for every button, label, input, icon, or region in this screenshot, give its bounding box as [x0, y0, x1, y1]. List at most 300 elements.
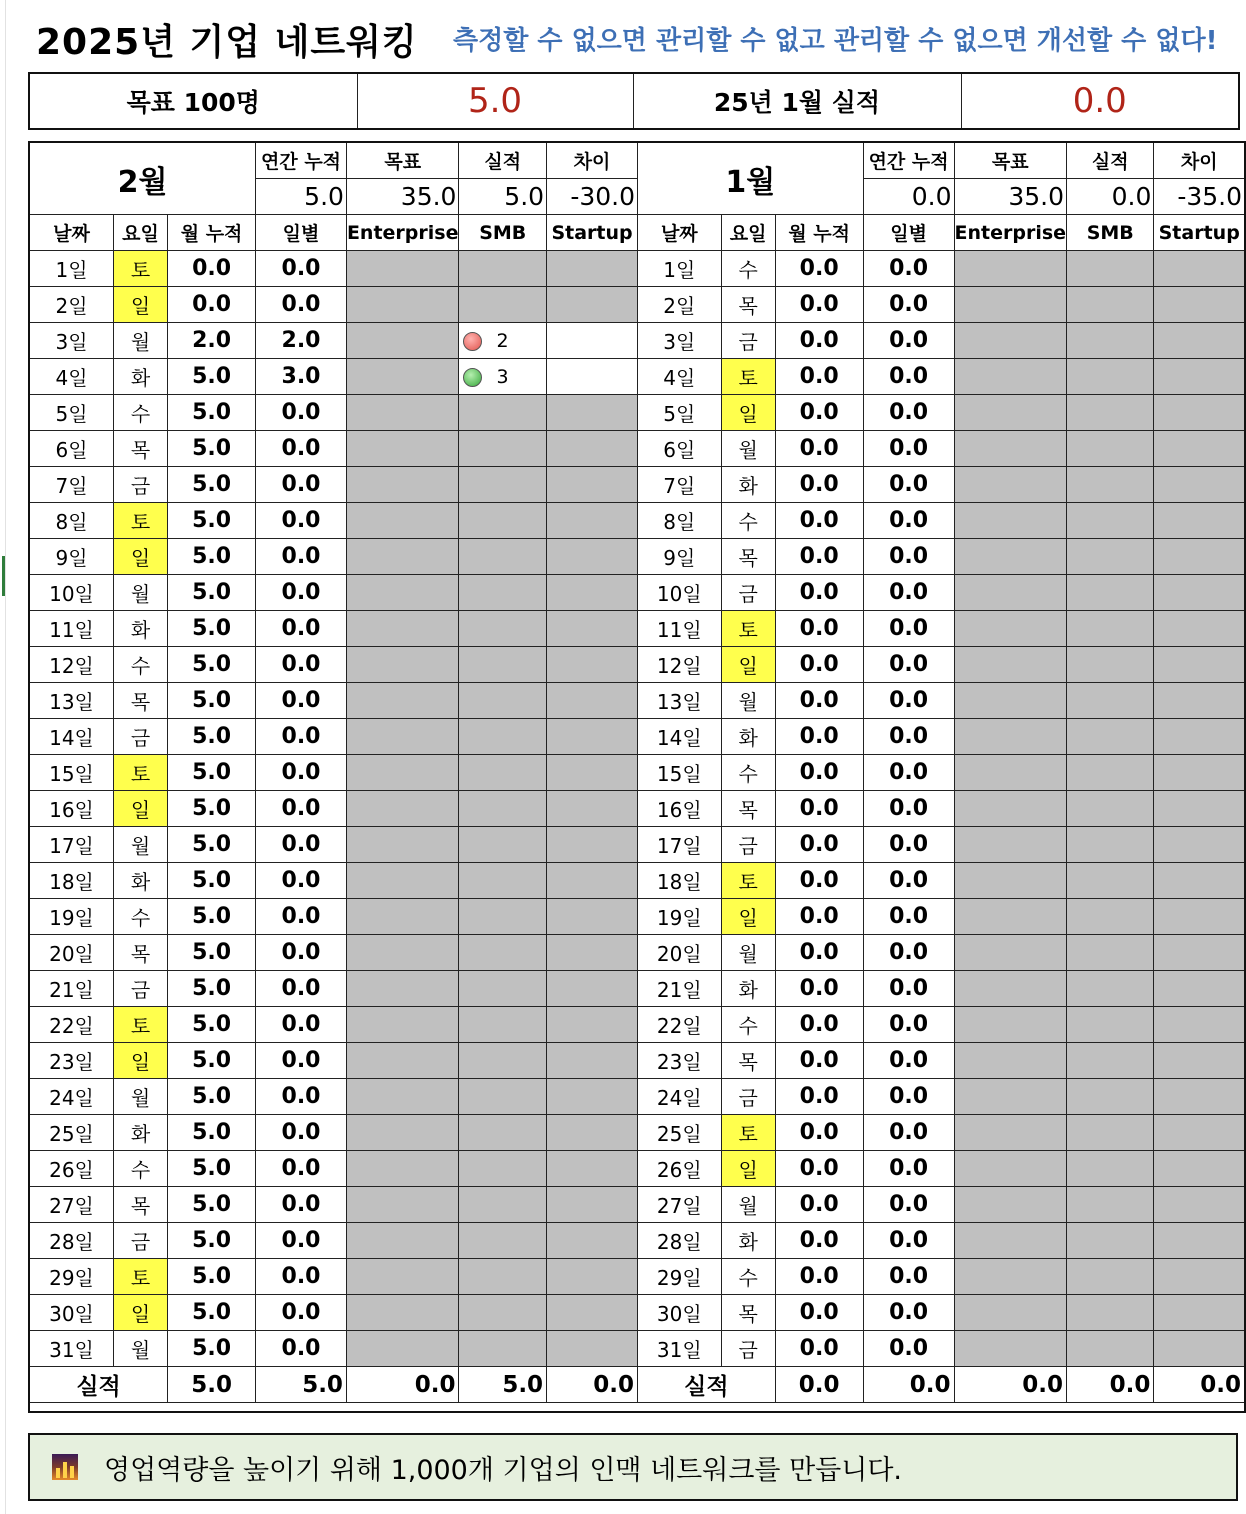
feb-dow-cell[interactable]: 토 — [114, 503, 168, 539]
jan-mcum-cell[interactable]: 0.0 — [775, 1295, 863, 1331]
feb-enterprise-cell[interactable] — [346, 1079, 459, 1115]
month-result-value[interactable]: 0.0 — [961, 73, 1239, 129]
feb-date-cell[interactable]: 15일 — [29, 755, 114, 791]
jan-date-cell[interactable]: 13일 — [638, 683, 722, 719]
jan-date-cell[interactable]: 31일 — [638, 1331, 722, 1367]
jan-date-cell[interactable]: 14일 — [638, 719, 722, 755]
jan-enterprise-cell[interactable] — [954, 287, 1067, 323]
feb-startup-cell[interactable] — [547, 1223, 638, 1259]
feb-enterprise-cell[interactable] — [346, 1187, 459, 1223]
jan-enterprise-cell[interactable] — [954, 1115, 1067, 1151]
feb-mcum-cell[interactable]: 0.0 — [168, 251, 256, 287]
feb-date-cell[interactable]: 8일 — [29, 503, 114, 539]
jan-daily-cell[interactable]: 0.0 — [863, 755, 954, 791]
feb-daily-cell[interactable]: 0.0 — [256, 935, 347, 971]
feb-mcum-cell[interactable]: 5.0 — [168, 647, 256, 683]
jan-enterprise-cell[interactable] — [954, 971, 1067, 1007]
feb-mcum-cell[interactable]: 5.0 — [168, 935, 256, 971]
feb-startup-cell[interactable] — [547, 863, 638, 899]
feb-daily-cell[interactable]: 0.0 — [256, 1115, 347, 1151]
feb-smb-cell[interactable] — [459, 287, 547, 323]
feb-date-cell[interactable]: 29일 — [29, 1259, 114, 1295]
jan-mcum-cell[interactable]: 0.0 — [775, 863, 863, 899]
feb-startup-cell[interactable] — [547, 431, 638, 467]
jan-enterprise-cell[interactable] — [954, 467, 1067, 503]
feb-startup-cell[interactable] — [547, 611, 638, 647]
jan-smb-cell[interactable] — [1067, 971, 1154, 1007]
jan-daily-cell[interactable]: 0.0 — [863, 467, 954, 503]
feb-startup-cell[interactable] — [547, 1259, 638, 1295]
jan-daily-cell[interactable]: 0.0 — [863, 683, 954, 719]
jan-smb-cell[interactable] — [1067, 935, 1154, 971]
jan-startup-cell[interactable] — [1154, 1331, 1245, 1367]
feb-mcum-cell[interactable]: 5.0 — [168, 1331, 256, 1367]
feb-enterprise-cell[interactable] — [346, 1259, 459, 1295]
jan-dow-cell[interactable]: 금 — [721, 323, 775, 359]
feb-daily-cell[interactable]: 2.0 — [256, 323, 347, 359]
feb-dow-cell[interactable]: 화 — [114, 863, 168, 899]
feb-startup-cell[interactable] — [547, 1331, 638, 1367]
jan-enterprise-cell[interactable] — [954, 1007, 1067, 1043]
jan-enterprise-cell[interactable] — [954, 359, 1067, 395]
feb-startup-cell[interactable] — [547, 359, 638, 395]
jan-enterprise-cell[interactable] — [954, 431, 1067, 467]
jan-startup-cell[interactable] — [1154, 251, 1245, 287]
feb-mcum-cell[interactable]: 5.0 — [168, 431, 256, 467]
feb-smb-cell[interactable] — [459, 323, 547, 359]
feb-enterprise-cell[interactable] — [346, 1331, 459, 1367]
jan-date-cell[interactable]: 18일 — [638, 863, 722, 899]
jan-date-cell[interactable]: 9일 — [638, 539, 722, 575]
jan-mcum-cell[interactable]: 0.0 — [775, 647, 863, 683]
jan-smb-cell[interactable] — [1067, 467, 1154, 503]
jan-daily-cell[interactable]: 0.0 — [863, 1295, 954, 1331]
jan-date-cell[interactable]: 24일 — [638, 1079, 722, 1115]
feb-total-cum[interactable]: 5.0 — [168, 1367, 256, 1403]
feb-smb-cell[interactable] — [459, 719, 547, 755]
feb-enterprise-cell[interactable] — [346, 1295, 459, 1331]
feb-startup-cell[interactable] — [547, 719, 638, 755]
jan-dow-cell[interactable]: 금 — [721, 575, 775, 611]
feb-date-cell[interactable]: 10일 — [29, 575, 114, 611]
feb-mcum-cell[interactable]: 5.0 — [168, 539, 256, 575]
jan-startup-cell[interactable] — [1154, 575, 1245, 611]
jan-startup-cell[interactable] — [1154, 683, 1245, 719]
jan-smb-cell[interactable] — [1067, 827, 1154, 863]
jan-smb-cell[interactable] — [1067, 1043, 1154, 1079]
jan-dow-cell[interactable]: 월 — [721, 1187, 775, 1223]
jan-enterprise-cell[interactable] — [954, 1079, 1067, 1115]
feb-dow-cell[interactable]: 월 — [114, 1079, 168, 1115]
jan-total-enterprise[interactable]: 0.0 — [954, 1367, 1067, 1403]
jan-mcum-cell[interactable]: 0.0 — [775, 1223, 863, 1259]
jan-startup-cell[interactable] — [1154, 899, 1245, 935]
jan-mcum-cell[interactable]: 0.0 — [775, 791, 863, 827]
jan-startup-cell[interactable] — [1154, 323, 1245, 359]
jan-daily-cell[interactable]: 0.0 — [863, 539, 954, 575]
feb-enterprise-cell[interactable] — [346, 323, 459, 359]
jan-date-cell[interactable]: 4일 — [638, 359, 722, 395]
jan-daily-cell[interactable]: 0.0 — [863, 251, 954, 287]
feb-enterprise-cell[interactable] — [346, 1043, 459, 1079]
jan-mcum-cell[interactable]: 0.0 — [775, 575, 863, 611]
jan-enterprise-cell[interactable] — [954, 1259, 1067, 1295]
jan-smb-cell[interactable] — [1067, 647, 1154, 683]
feb-enterprise-cell[interactable] — [346, 467, 459, 503]
feb-mcum-cell[interactable]: 5.0 — [168, 1151, 256, 1187]
jan-enterprise-cell[interactable] — [954, 791, 1067, 827]
jan-dow-cell[interactable]: 일 — [721, 395, 775, 431]
jan-startup-cell[interactable] — [1154, 755, 1245, 791]
feb-dow-cell[interactable]: 토 — [114, 755, 168, 791]
jan-enterprise-cell[interactable] — [954, 1151, 1067, 1187]
jan-date-cell[interactable]: 11일 — [638, 611, 722, 647]
jan-dow-cell[interactable]: 목 — [721, 539, 775, 575]
feb-date-cell[interactable]: 20일 — [29, 935, 114, 971]
feb-mcum-cell[interactable]: 5.0 — [168, 395, 256, 431]
jan-enterprise-cell[interactable] — [954, 827, 1067, 863]
feb-smb-cell[interactable] — [459, 503, 547, 539]
feb-startup-cell[interactable] — [547, 251, 638, 287]
jan-startup-cell[interactable] — [1154, 1043, 1245, 1079]
feb-dow-cell[interactable]: 수 — [114, 647, 168, 683]
feb-daily-cell[interactable]: 0.0 — [256, 1007, 347, 1043]
goal-value[interactable]: 5.0 — [357, 73, 633, 129]
feb-date-cell[interactable]: 21일 — [29, 971, 114, 1007]
feb-enterprise-cell[interactable] — [346, 611, 459, 647]
feb-smb-cell[interactable] — [459, 539, 547, 575]
feb-startup-cell[interactable] — [547, 755, 638, 791]
jan-startup-cell[interactable] — [1154, 1259, 1245, 1295]
jan-smb-cell[interactable] — [1067, 323, 1154, 359]
feb-daily-cell[interactable]: 0.0 — [256, 1079, 347, 1115]
feb-daily-cell[interactable]: 0.0 — [256, 1187, 347, 1223]
feb-mcum-cell[interactable]: 5.0 — [168, 1187, 256, 1223]
jan-mcum-cell[interactable]: 0.0 — [775, 503, 863, 539]
jan-date-cell[interactable]: 17일 — [638, 827, 722, 863]
jan-total-startup[interactable]: 0.0 — [1154, 1367, 1245, 1403]
jan-startup-cell[interactable] — [1154, 719, 1245, 755]
feb-enterprise-cell[interactable] — [346, 935, 459, 971]
feb-enterprise-cell[interactable] — [346, 287, 459, 323]
feb-startup-cell[interactable] — [547, 899, 638, 935]
jan-enterprise-cell[interactable] — [954, 251, 1067, 287]
feb-startup-cell[interactable] — [547, 1187, 638, 1223]
feb-total-daily[interactable]: 5.0 — [256, 1367, 347, 1403]
jan-smb-cell[interactable] — [1067, 1115, 1154, 1151]
jan-enterprise-cell[interactable] — [954, 1295, 1067, 1331]
feb-summary-annual[interactable]: 5.0 — [256, 179, 347, 215]
feb-mcum-cell[interactable]: 5.0 — [168, 899, 256, 935]
feb-daily-cell[interactable]: 0.0 — [256, 1259, 347, 1295]
jan-daily-cell[interactable]: 0.0 — [863, 503, 954, 539]
jan-daily-cell[interactable]: 0.0 — [863, 287, 954, 323]
feb-dow-cell[interactable]: 월 — [114, 323, 168, 359]
feb-mcum-cell[interactable]: 5.0 — [168, 1295, 256, 1331]
feb-enterprise-cell[interactable] — [346, 1223, 459, 1259]
feb-startup-cell[interactable] — [547, 935, 638, 971]
jan-startup-cell[interactable] — [1154, 1187, 1245, 1223]
feb-date-cell[interactable]: 30일 — [29, 1295, 114, 1331]
feb-enterprise-cell[interactable] — [346, 395, 459, 431]
jan-mcum-cell[interactable]: 0.0 — [775, 935, 863, 971]
feb-enterprise-cell[interactable] — [346, 683, 459, 719]
jan-dow-cell[interactable]: 수 — [721, 1259, 775, 1295]
feb-enterprise-cell[interactable] — [346, 827, 459, 863]
jan-enterprise-cell[interactable] — [954, 395, 1067, 431]
feb-dow-cell[interactable]: 목 — [114, 431, 168, 467]
jan-date-cell[interactable]: 30일 — [638, 1295, 722, 1331]
jan-dow-cell[interactable]: 수 — [721, 755, 775, 791]
feb-summary-target[interactable]: 35.0 — [346, 179, 459, 215]
feb-dow-cell[interactable]: 월 — [114, 1331, 168, 1367]
month-result-label[interactable]: 25년 1월 실적 — [633, 73, 961, 129]
jan-dow-cell[interactable]: 금 — [721, 827, 775, 863]
jan-daily-cell[interactable]: 0.0 — [863, 323, 954, 359]
jan-date-cell[interactable]: 27일 — [638, 1187, 722, 1223]
jan-mcum-cell[interactable]: 0.0 — [775, 719, 863, 755]
jan-dow-cell[interactable]: 목 — [721, 1295, 775, 1331]
feb-mcum-cell[interactable]: 5.0 — [168, 719, 256, 755]
feb-enterprise-cell[interactable] — [346, 971, 459, 1007]
feb-mcum-cell[interactable]: 2.0 — [168, 323, 256, 359]
jan-enterprise-cell[interactable] — [954, 647, 1067, 683]
feb-enterprise-cell[interactable] — [346, 359, 459, 395]
jan-daily-cell[interactable]: 0.0 — [863, 1115, 954, 1151]
feb-smb-cell[interactable] — [459, 431, 547, 467]
jan-date-cell[interactable]: 26일 — [638, 1151, 722, 1187]
jan-dow-cell[interactable]: 화 — [721, 971, 775, 1007]
jan-dow-cell[interactable]: 일 — [721, 899, 775, 935]
jan-enterprise-cell[interactable] — [954, 1043, 1067, 1079]
jan-enterprise-cell[interactable] — [954, 539, 1067, 575]
jan-enterprise-cell[interactable] — [954, 683, 1067, 719]
feb-enterprise-cell[interactable] — [346, 1115, 459, 1151]
jan-smb-cell[interactable] — [1067, 1151, 1154, 1187]
feb-enterprise-cell[interactable] — [346, 1151, 459, 1187]
jan-startup-cell[interactable] — [1154, 287, 1245, 323]
jan-startup-cell[interactable] — [1154, 359, 1245, 395]
feb-enterprise-cell[interactable] — [346, 1007, 459, 1043]
feb-dow-cell[interactable]: 목 — [114, 1187, 168, 1223]
feb-startup-cell[interactable] — [547, 971, 638, 1007]
jan-total-cum[interactable]: 0.0 — [775, 1367, 863, 1403]
jan-enterprise-cell[interactable] — [954, 1331, 1067, 1367]
feb-mcum-cell[interactable]: 5.0 — [168, 575, 256, 611]
feb-mcum-cell[interactable]: 5.0 — [168, 467, 256, 503]
feb-startup-cell[interactable] — [547, 287, 638, 323]
jan-dow-cell[interactable]: 수 — [721, 251, 775, 287]
feb-smb-cell[interactable] — [459, 1079, 547, 1115]
jan-mcum-cell[interactable]: 0.0 — [775, 359, 863, 395]
feb-dow-cell[interactable]: 목 — [114, 935, 168, 971]
feb-smb-cell[interactable] — [459, 1187, 547, 1223]
feb-enterprise-cell[interactable] — [346, 899, 459, 935]
feb-smb-cell[interactable] — [459, 899, 547, 935]
feb-dow-cell[interactable]: 토 — [114, 1259, 168, 1295]
feb-date-cell[interactable]: 9일 — [29, 539, 114, 575]
feb-enterprise-cell[interactable] — [346, 251, 459, 287]
jan-smb-cell[interactable] — [1067, 791, 1154, 827]
feb-smb-cell[interactable] — [459, 863, 547, 899]
jan-dow-cell[interactable]: 수 — [721, 503, 775, 539]
feb-enterprise-cell[interactable] — [346, 719, 459, 755]
feb-daily-cell[interactable]: 0.0 — [256, 251, 347, 287]
jan-date-cell[interactable]: 19일 — [638, 899, 722, 935]
jan-enterprise-cell[interactable] — [954, 899, 1067, 935]
jan-smb-cell[interactable] — [1067, 1259, 1154, 1295]
jan-startup-cell[interactable] — [1154, 611, 1245, 647]
jan-daily-cell[interactable]: 0.0 — [863, 1259, 954, 1295]
jan-daily-cell[interactable]: 0.0 — [863, 971, 954, 1007]
jan-dow-cell[interactable]: 일 — [721, 1151, 775, 1187]
feb-smb-cell[interactable] — [459, 971, 547, 1007]
feb-smb-cell[interactable] — [459, 1007, 547, 1043]
feb-dow-cell[interactable]: 수 — [114, 899, 168, 935]
jan-date-cell[interactable]: 3일 — [638, 323, 722, 359]
feb-startup-cell[interactable] — [547, 791, 638, 827]
jan-daily-cell[interactable]: 0.0 — [863, 647, 954, 683]
feb-smb-cell[interactable] — [459, 1259, 547, 1295]
jan-smb-cell[interactable] — [1067, 251, 1154, 287]
feb-daily-cell[interactable]: 0.0 — [256, 647, 347, 683]
feb-daily-cell[interactable]: 0.0 — [256, 611, 347, 647]
feb-startup-cell[interactable] — [547, 395, 638, 431]
feb-smb-cell[interactable] — [459, 1295, 547, 1331]
jan-enterprise-cell[interactable] — [954, 935, 1067, 971]
feb-smb-cell[interactable] — [459, 683, 547, 719]
feb-total-enterprise[interactable]: 0.0 — [346, 1367, 459, 1403]
jan-smb-cell[interactable] — [1067, 359, 1154, 395]
feb-summary-actual[interactable]: 5.0 — [459, 179, 547, 215]
jan-smb-cell[interactable] — [1067, 1079, 1154, 1115]
jan-mcum-cell[interactable]: 0.0 — [775, 1259, 863, 1295]
feb-total-startup[interactable]: 0.0 — [547, 1367, 638, 1403]
feb-daily-cell[interactable]: 0.0 — [256, 575, 347, 611]
jan-daily-cell[interactable]: 0.0 — [863, 791, 954, 827]
feb-dow-cell[interactable]: 금 — [114, 1223, 168, 1259]
feb-daily-cell[interactable]: 0.0 — [256, 1043, 347, 1079]
goal-label[interactable]: 목표 100명 — [29, 73, 357, 129]
feb-enterprise-cell[interactable] — [346, 575, 459, 611]
jan-daily-cell[interactable]: 0.0 — [863, 863, 954, 899]
feb-daily-cell[interactable]: 0.0 — [256, 287, 347, 323]
jan-date-cell[interactable]: 22일 — [638, 1007, 722, 1043]
jan-dow-cell[interactable]: 토 — [721, 1115, 775, 1151]
feb-dow-cell[interactable]: 금 — [114, 971, 168, 1007]
jan-smb-cell[interactable] — [1067, 395, 1154, 431]
feb-smb-cell[interactable] — [459, 791, 547, 827]
feb-date-cell[interactable]: 23일 — [29, 1043, 114, 1079]
feb-startup-cell[interactable] — [547, 1079, 638, 1115]
jan-enterprise-cell[interactable] — [954, 611, 1067, 647]
jan-total-smb[interactable]: 0.0 — [1067, 1367, 1154, 1403]
jan-date-cell[interactable]: 10일 — [638, 575, 722, 611]
feb-daily-cell[interactable]: 0.0 — [256, 1295, 347, 1331]
jan-mcum-cell[interactable]: 0.0 — [775, 1007, 863, 1043]
jan-smb-cell[interactable] — [1067, 683, 1154, 719]
jan-smb-cell[interactable] — [1067, 575, 1154, 611]
jan-enterprise-cell[interactable] — [954, 503, 1067, 539]
feb-startup-cell[interactable] — [547, 1295, 638, 1331]
jan-enterprise-cell[interactable] — [954, 755, 1067, 791]
jan-mcum-cell[interactable]: 0.0 — [775, 611, 863, 647]
feb-dow-cell[interactable]: 일 — [114, 1043, 168, 1079]
feb-mcum-cell[interactable]: 5.0 — [168, 1115, 256, 1151]
feb-date-cell[interactable]: 22일 — [29, 1007, 114, 1043]
feb-dow-cell[interactable]: 화 — [114, 359, 168, 395]
jan-date-cell[interactable]: 21일 — [638, 971, 722, 1007]
feb-startup-cell[interactable] — [547, 575, 638, 611]
jan-daily-cell[interactable]: 0.0 — [863, 719, 954, 755]
feb-mcum-cell[interactable]: 5.0 — [168, 863, 256, 899]
jan-daily-cell[interactable]: 0.0 — [863, 1079, 954, 1115]
feb-daily-cell[interactable]: 0.0 — [256, 503, 347, 539]
feb-dow-cell[interactable]: 일 — [114, 791, 168, 827]
jan-date-cell[interactable]: 16일 — [638, 791, 722, 827]
feb-mcum-cell[interactable]: 5.0 — [168, 1007, 256, 1043]
feb-daily-cell[interactable]: 0.0 — [256, 971, 347, 1007]
jan-smb-cell[interactable] — [1067, 431, 1154, 467]
jan-dow-cell[interactable]: 화 — [721, 467, 775, 503]
feb-daily-cell[interactable]: 0.0 — [256, 899, 347, 935]
feb-mcum-cell[interactable]: 5.0 — [168, 1043, 256, 1079]
jan-mcum-cell[interactable]: 0.0 — [775, 1187, 863, 1223]
jan-mcum-cell[interactable]: 0.0 — [775, 1151, 863, 1187]
jan-dow-cell[interactable]: 화 — [721, 719, 775, 755]
feb-smb-cell[interactable] — [459, 935, 547, 971]
feb-smb-cell[interactable] — [459, 1223, 547, 1259]
jan-date-cell[interactable]: 29일 — [638, 1259, 722, 1295]
jan-enterprise-cell[interactable] — [954, 1223, 1067, 1259]
jan-date-cell[interactable]: 7일 — [638, 467, 722, 503]
jan-smb-cell[interactable] — [1067, 1007, 1154, 1043]
feb-date-cell[interactable]: 14일 — [29, 719, 114, 755]
jan-date-cell[interactable]: 5일 — [638, 395, 722, 431]
feb-dow-cell[interactable]: 일 — [114, 539, 168, 575]
jan-smb-cell[interactable] — [1067, 611, 1154, 647]
feb-smb-cell[interactable] — [459, 359, 547, 395]
feb-mcum-cell[interactable]: 5.0 — [168, 827, 256, 863]
feb-date-cell[interactable]: 26일 — [29, 1151, 114, 1187]
jan-startup-cell[interactable] — [1154, 539, 1245, 575]
feb-mcum-cell[interactable]: 5.0 — [168, 755, 256, 791]
jan-mcum-cell[interactable]: 0.0 — [775, 431, 863, 467]
jan-smb-cell[interactable] — [1067, 755, 1154, 791]
jan-dow-cell[interactable]: 토 — [721, 359, 775, 395]
jan-startup-cell[interactable] — [1154, 503, 1245, 539]
feb-daily-cell[interactable]: 0.0 — [256, 467, 347, 503]
feb-date-cell[interactable]: 31일 — [29, 1331, 114, 1367]
feb-daily-cell[interactable]: 0.0 — [256, 683, 347, 719]
jan-date-cell[interactable]: 12일 — [638, 647, 722, 683]
feb-mcum-cell[interactable]: 5.0 — [168, 791, 256, 827]
jan-mcum-cell[interactable]: 0.0 — [775, 1079, 863, 1115]
feb-enterprise-cell[interactable] — [346, 863, 459, 899]
feb-dow-cell[interactable]: 화 — [114, 1115, 168, 1151]
jan-dow-cell[interactable]: 월 — [721, 431, 775, 467]
feb-mcum-cell[interactable]: 5.0 — [168, 683, 256, 719]
feb-smb-cell[interactable] — [459, 755, 547, 791]
jan-date-cell[interactable]: 6일 — [638, 431, 722, 467]
jan-dow-cell[interactable]: 일 — [721, 647, 775, 683]
feb-mcum-cell[interactable]: 5.0 — [168, 503, 256, 539]
jan-mcum-cell[interactable]: 0.0 — [775, 395, 863, 431]
jan-smb-cell[interactable] — [1067, 503, 1154, 539]
jan-summary-actual[interactable]: 0.0 — [1067, 179, 1154, 215]
jan-smb-cell[interactable] — [1067, 539, 1154, 575]
feb-dow-cell[interactable]: 수 — [114, 1151, 168, 1187]
